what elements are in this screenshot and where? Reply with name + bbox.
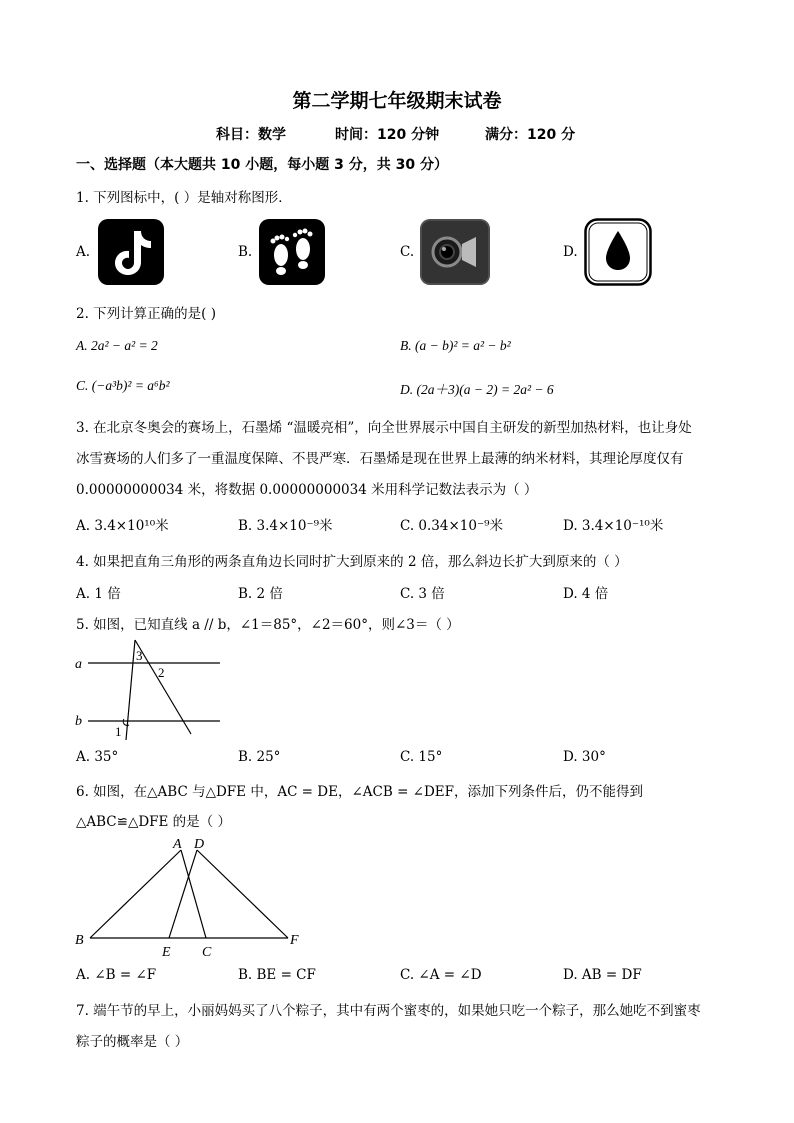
q5-option-a: A. 35°	[76, 749, 119, 765]
question-1-stem: 1. 下列图标中，( ）是轴对称图形．	[76, 190, 292, 206]
angle-1-label: 1	[115, 724, 122, 739]
score-label: 满分：120 分	[485, 127, 576, 143]
q6-option-a: A. ∠B = ∠F	[76, 967, 157, 983]
tiktok-icon	[98, 219, 164, 289]
angle-3-label: 3	[136, 648, 143, 663]
q3-option-c: C. 0.34×10⁻⁹米	[400, 518, 504, 534]
q5-option-c: C. 15°	[400, 749, 443, 765]
question-7-line-1: 7. 端午节的早上，小丽妈妈买了八个粽子，其中有两个蜜枣的，如果她只吃一个粽子，那么她吃不到蜜枣	[76, 1003, 701, 1019]
footprints-icon	[259, 219, 325, 289]
question-3-line-1: 3. 在北京冬奥会的赛场上，石墨烯 “温暖亮相”，向全世界展示中国自主研发的新型加热材料，也让身处	[76, 420, 692, 436]
angle-2-label: 2	[158, 665, 165, 680]
point-b-label: B	[75, 933, 84, 948]
q4-option-a: A. 1 倍	[76, 586, 121, 602]
q1-option-a: A.	[76, 244, 91, 260]
question-6-line-1: 6. 如图，在△ABC 与△DFE 中，AC = DE，∠ACB = ∠DEF，添加下列条件后，仍不能得到	[76, 784, 644, 800]
q4-option-b: B. 2 倍	[238, 586, 283, 602]
q6-option-c: C. ∠A = ∠D	[400, 967, 482, 983]
point-a-label: A	[173, 837, 182, 852]
q5-option-d: D. 30°	[563, 749, 606, 765]
point-f-label: F	[290, 933, 299, 948]
line-a-label: a	[75, 657, 82, 672]
q3-option-a: A. 3.4×10¹⁰米	[76, 518, 169, 534]
question-6-line-2: △ABC≌△DFE 的是（ ）	[76, 814, 231, 830]
water-drop-icon	[584, 218, 652, 290]
camera-icon	[420, 219, 490, 289]
q1-option-d: D.	[563, 244, 578, 260]
question-3-line-3: 0.00000000034 米，将数据 0.00000000034 米用科学记数法表示为（ ）	[76, 482, 538, 498]
q6-option-d: D. AB = DF	[563, 967, 642, 983]
subject-label: 科目：数学	[216, 127, 286, 143]
q4-option-d: D. 4 倍	[563, 586, 609, 602]
q5-option-b: B. 25°	[238, 749, 281, 765]
q2-option-d: D. (2a＋3)(a − 2) = 2a² − 6	[400, 382, 554, 397]
q1-option-c: C.	[400, 244, 415, 260]
q1-option-b: B.	[238, 244, 253, 260]
q2-option-c: C. (−a³b)² = a⁶b²	[76, 378, 170, 393]
q2-option-a: A. 2a² − a² = 2	[76, 338, 158, 353]
q3-option-b: B. 3.4×10⁻⁹米	[238, 518, 333, 534]
question-4-stem: 4. 如果把直角三角形的两条直角边长同时扩大到原来的 2 倍，那么斜边长扩大到原来的（ ）	[76, 554, 628, 570]
section-heading: 一、选择题（本大题共 10 小题，每小题 3 分，共 30 分）	[76, 157, 448, 173]
line-b-label: b	[75, 714, 82, 729]
q4-option-c: C. 3 倍	[400, 586, 445, 602]
triangles-figure	[70, 834, 310, 964]
point-e-label: E	[162, 945, 171, 960]
q2-option-b: B. (a − b)² = a² − b²	[400, 338, 511, 353]
question-7-line-2: 粽子的概率是（ ）	[76, 1034, 189, 1050]
parallel-lines-figure	[70, 636, 230, 746]
page-title: 第二学期七年级期末试卷	[292, 90, 502, 112]
point-d-label: D	[194, 837, 205, 852]
question-5-stem: 5. 如图，已知直线 a // b，∠1＝85°，∠2＝60°，则∠3＝（ ）	[76, 617, 460, 633]
q6-option-b: B. BE = CF	[238, 967, 316, 983]
time-label: 时间：120 分钟	[335, 127, 440, 143]
point-c-label: C	[202, 945, 212, 960]
question-2-stem: 2. 下列计算正确的是( )	[76, 306, 216, 322]
question-3-line-2: 冰雪赛场的人们多了一重温度保障、不畏严寒．石墨烯是现在世界上最薄的纳米材料，其理论厚度仅有	[76, 451, 684, 467]
q3-option-d: D. 3.4×10⁻¹⁰米	[563, 518, 664, 534]
